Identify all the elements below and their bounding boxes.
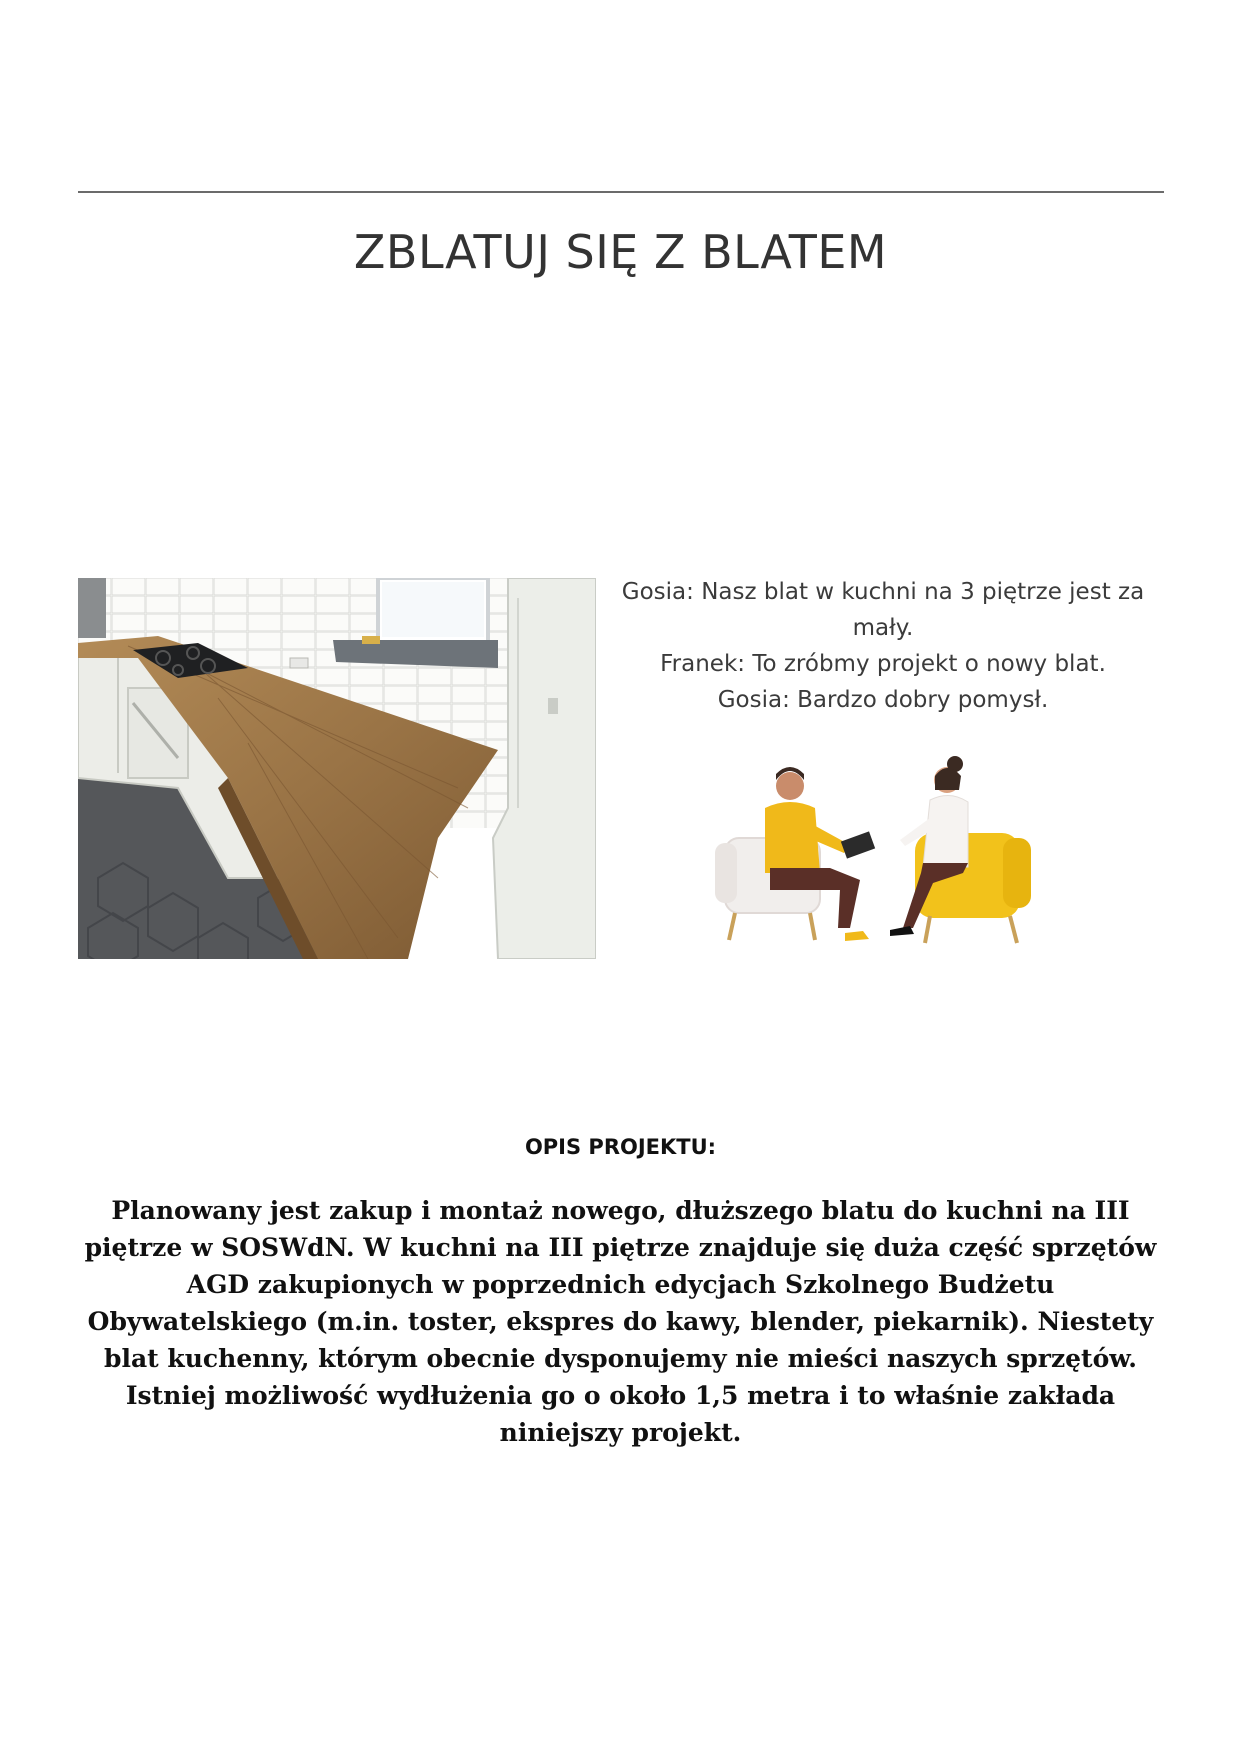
dialogue-line-gosia-1: Gosia: Nasz blat w kuchni na 3 piętrze jest za (621, 579, 1145, 605)
conversation-illustration (715, 748, 1035, 948)
page-title: ZBLATUJ SIĘ Z BLATEM (353, 225, 888, 279)
kitchen-countertop-photo (78, 578, 596, 959)
section-heading: OPIS PROJEKTU: (524, 1135, 717, 1159)
project-description: Planowany jest zakup i montaż nowego, dłuższego blatu do kuchni na III piętrze w SOSWdN. W kuchni na III piętrze znajduje się duża część sprzętów AGD zakupionych w poprzednich edycjach Szkolnego Budżetu Obywatelskiego (m.in. toster, ekspres do kawy, blender, piekarnik). Niestety blat kuchenny, którym obecnie dysponujemy nie mieści naszych sprzętów. Istniej możliwość wydłużenia go o około 1,5 metra i to właśnie zakłada niniejszy projekt. (84, 1196, 1157, 1447)
dialogue-text (598, 574, 1168, 718)
top-divider (78, 191, 1164, 193)
dialogue-line-gosia-2: Gosia: Bardzo dobry pomysł. (717, 687, 1049, 713)
dialogue-line-gosia-1-cont: mały. (852, 615, 914, 641)
dialogue-line-franek: Franek: To zróbmy projekt o nowy blat. (660, 651, 1106, 677)
